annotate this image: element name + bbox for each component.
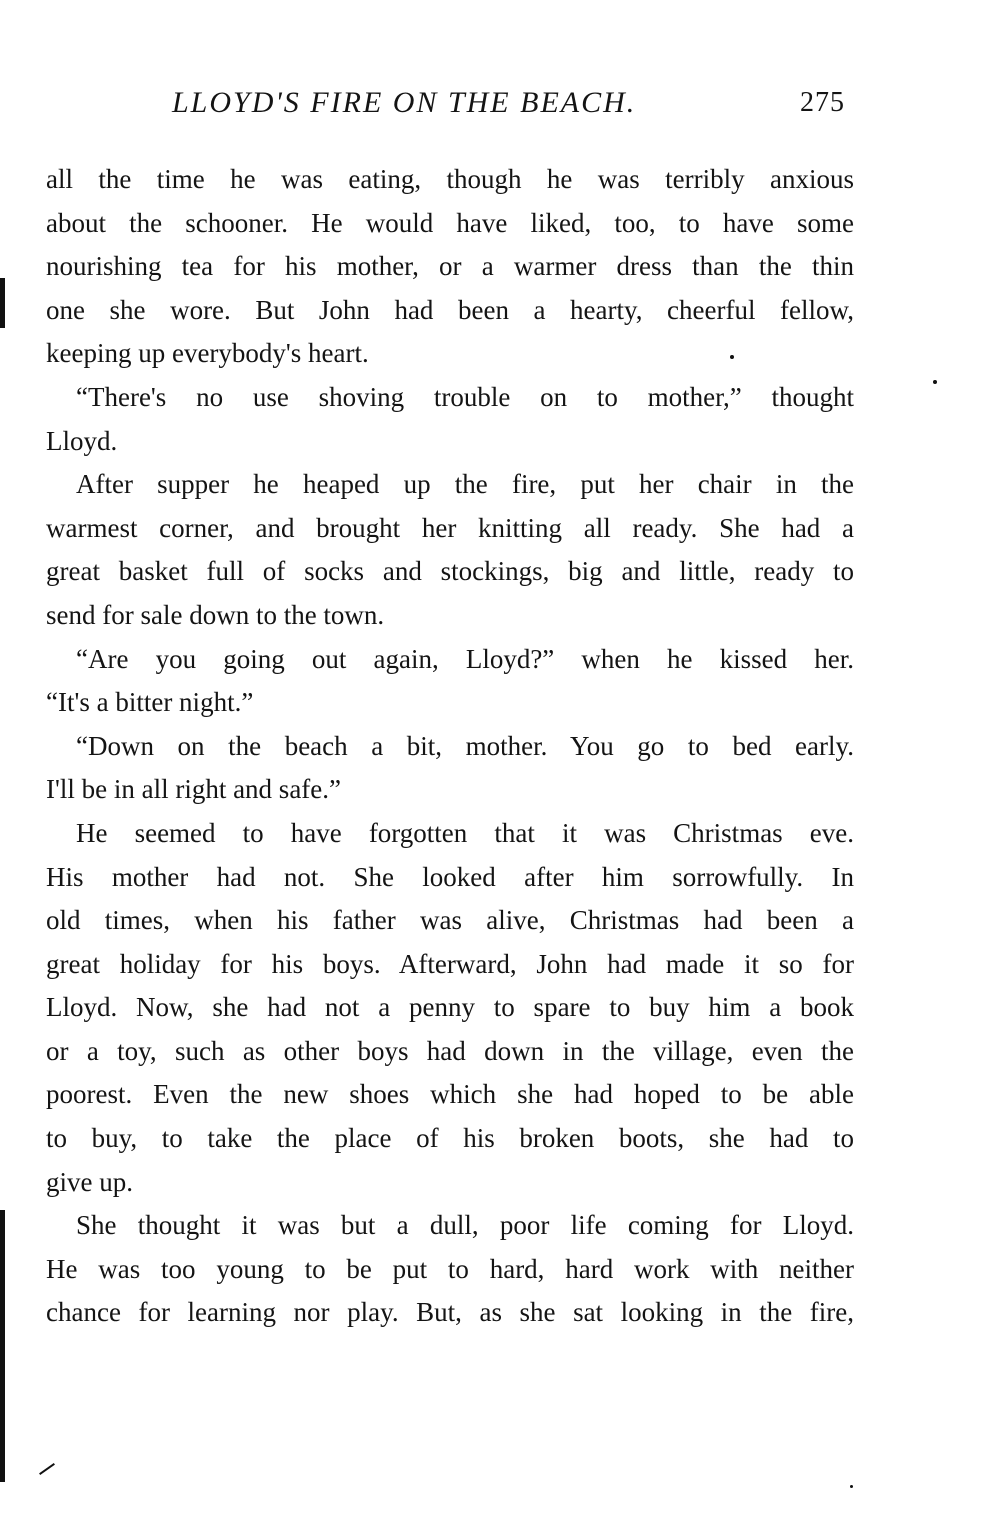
text-line: great basket full of socks and stockings, big and little, ready to <box>46 556 854 587</box>
scan-stroke <box>39 1463 55 1475</box>
text-line: He seemed to have forgotten that it was Christmas eve. <box>76 817 854 848</box>
text-line: old times, when his father was alive, Christmas had been a <box>46 905 854 936</box>
text-line: Lloyd. <box>46 425 118 456</box>
text-line: “Down on the beach a bit, mother. You go to bed early. <box>76 730 854 761</box>
scan-dot <box>730 355 734 359</box>
page-header <box>0 78 988 128</box>
text-line: chance for learning nor play. But, as she sat looking in the fire, <box>46 1297 854 1328</box>
text-line: Lloyd. Now, she had not a penny to spare to buy him a book <box>46 992 854 1023</box>
text-line: I'll be in all right and safe.” <box>46 774 342 805</box>
text-line: to buy, to take the place of his broken boots, she had to <box>46 1123 854 1154</box>
body-text <box>46 158 854 1335</box>
text-line: nourishing tea for his mother, or a warmer dress than the thin <box>46 251 854 282</box>
text-line: send for sale down to the town. <box>46 599 385 630</box>
text-line: He was too young to be put to hard, hard work with neither <box>46 1253 854 1284</box>
text-line: “It's a bitter night.” <box>46 687 254 718</box>
text-line: “There's no use shoving trouble on to mother,” thought <box>76 381 854 412</box>
scan-mark-left-top <box>0 278 5 328</box>
text-line: all the time he was eating, though he was terribly anxious <box>46 164 854 194</box>
text-line: about the schooner. He would have liked, too, to have some <box>46 207 854 238</box>
text-line: keeping up everybody's heart. <box>46 338 369 369</box>
scan-mark-left-bottom <box>0 1210 5 1482</box>
scan-dot <box>850 1485 853 1488</box>
text-line: great holiday for his boys. Afterward, John had made it so for <box>46 948 854 979</box>
text-line: give up. <box>46 1166 133 1197</box>
text-line: or a toy, such as other boys had down in the village, even the <box>46 1035 854 1066</box>
text-line: After supper he heaped up the fire, put her chair in the <box>76 469 854 500</box>
scan-dot <box>933 380 937 384</box>
text-line: one she wore. But John had been a hearty, cheerful fellow, <box>46 294 854 325</box>
text-line: His mother had not. She looked after him sorrowfully. In <box>46 861 854 892</box>
running-title: LLOYD'S FIRE ON THE BEACH. <box>172 86 637 119</box>
text-line: warmest corner, and brought her knitting all ready. She had a <box>46 512 854 543</box>
text-line: “Are you going out again, Lloyd?” when he kissed her. <box>76 643 854 674</box>
page-number: 275 <box>800 87 845 118</box>
text-line: She thought it was but a dull, poor life coming for Lloyd. <box>76 1210 854 1241</box>
text-line: poorest. Even the new shoes which she had hoped to be able <box>46 1079 854 1110</box>
